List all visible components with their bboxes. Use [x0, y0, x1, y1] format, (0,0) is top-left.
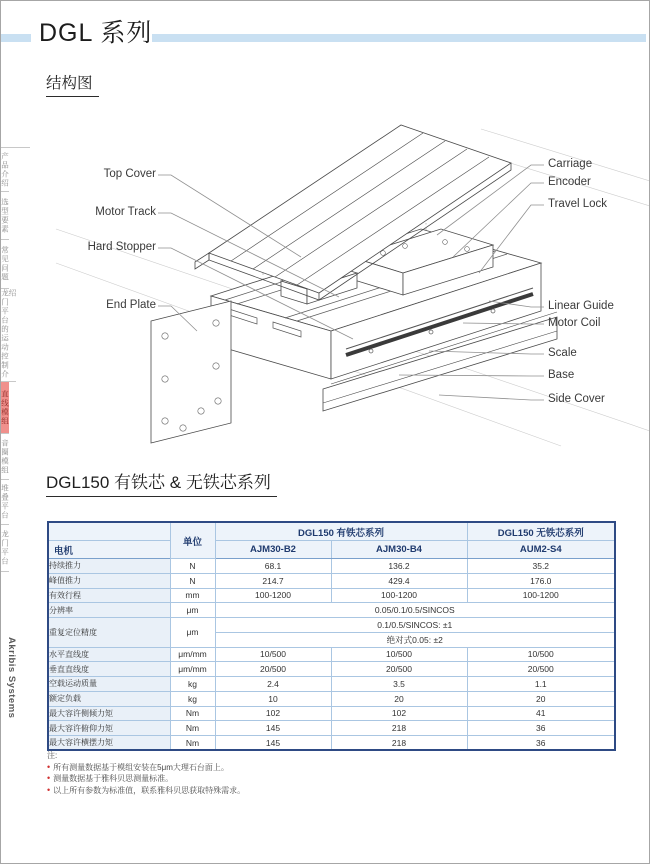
diagram-label-side-cover: Side Cover [548, 393, 605, 405]
table-row: 绝对式0.05: ±2 [48, 632, 615, 647]
header-motor: 电机 [48, 541, 170, 559]
diagram-label-motor-track: Motor Track [95, 206, 156, 218]
sidebar-item-selection-factors[interactable]: 选型要素 [1, 192, 9, 240]
sidebar-item-voice-coil-module[interactable]: 音圈模组 [1, 434, 9, 480]
table-row: 重复定位精度 μm 0.1/0.5/SINCOS: ±1 [48, 618, 615, 633]
table-row: 最大容许侧倾力矩 Nm 102 102 41 [48, 706, 615, 721]
sidebar-item-gantry-stage[interactable]: 龙门平台 [1, 525, 9, 572]
diagram-label-carriage: Carriage [548, 158, 593, 170]
table-notes [47, 750, 245, 796]
spec-table-wrapper [47, 521, 616, 751]
table-row: 峰值推力 N 214.7 429.4 176.0 [48, 573, 615, 588]
note-bullet-icon: • [47, 773, 51, 783]
header-model-aum2-s4: AUM2-S4 [467, 541, 615, 559]
diagram-label-encoder: Encoder [548, 176, 591, 188]
note-line: • 测量数据基于雅科贝思测量标准。 [47, 773, 174, 783]
table-row: 空载运动质量 kg 2.4 3.5 1.1 [48, 677, 615, 692]
header-group-iron-core: DGL150 有铁芯系列 [215, 522, 467, 541]
note-line: • 以上所有参数为标准值，联系雅科贝思获取特殊需求。 [47, 784, 246, 795]
sidebar-item-gantry-motion-control[interactable]: 龙门平台的运动控制介绍 [1, 289, 16, 382]
table-row: 水平直线度 μm/mm 10/500 10/500 10/500 [48, 647, 615, 662]
table-row: 有效行程 mm 100-1200 100-1200 100-1200 [48, 588, 615, 603]
header-model-ajm30-b4: AJM30-B4 [331, 541, 467, 559]
sidebar-item-stacked-stage[interactable]: 堆叠平台 [1, 480, 9, 525]
table-row: 最大容许俯仰力矩 Nm 145 218 36 [48, 721, 615, 736]
diagram-label-scale: Scale [548, 347, 577, 359]
table-row: 分辨率 μm 0.05/0.1/0.5/SINCOS [48, 603, 615, 618]
diagram-label-motor-coil: Motor Coil [548, 317, 601, 329]
diagram-label-linear-guide: Linear Guide [548, 300, 614, 312]
structure-section-title: 结构图 [46, 71, 99, 97]
header-group-ironless: DGL150 无铁芯系列 [467, 522, 615, 541]
header-model-ajm30-b2: AJM30-B2 [215, 541, 331, 559]
header-empty-cell [48, 522, 170, 541]
header-unit: 单位 [170, 522, 215, 559]
table-row: 额定负载 kg 10 20 20 [48, 691, 615, 706]
table-row: 最大容许横摆力矩 Nm 145 218 36 [48, 736, 615, 751]
diagram-label-end-plate: End Plate [106, 299, 156, 311]
notes-title: 注: [47, 751, 58, 760]
sidebar-item-linear-module[interactable]: 直线模组 [1, 382, 9, 434]
table-row: 持续推力 N 68.1 136.2 35.2 [48, 559, 615, 574]
diagram-label-top-cover: Top Cover [103, 168, 156, 180]
page-title: DGL 系列 [39, 19, 153, 47]
header-accent-bar-left [1, 34, 31, 42]
sidebar-item-faq[interactable]: 常见问题 [1, 240, 9, 289]
diagram-label-travel-lock: Travel Lock [548, 198, 608, 210]
diagram-label-base: Base [548, 369, 575, 381]
note-line: • 所有测量数据基于模组安装在5μm大理石台面上。 [47, 761, 229, 772]
series-section-title: DGL150 有铁芯 & 无铁芯系列 [46, 468, 277, 497]
sidebar-item-product-intro[interactable]: 产品介绍 [1, 148, 9, 192]
header-accent-bar-right [152, 34, 646, 42]
note-bullet-icon: • [47, 761, 51, 772]
table-row: 垂直直线度 μm/mm 20/500 20/500 20/500 [48, 662, 615, 677]
note-bullet-icon: • [47, 784, 51, 795]
brand-vertical-text: Akribis Systems [6, 637, 17, 719]
diagram-label-hard-stopper: Hard Stopper [87, 241, 156, 253]
spec-table [47, 521, 616, 751]
